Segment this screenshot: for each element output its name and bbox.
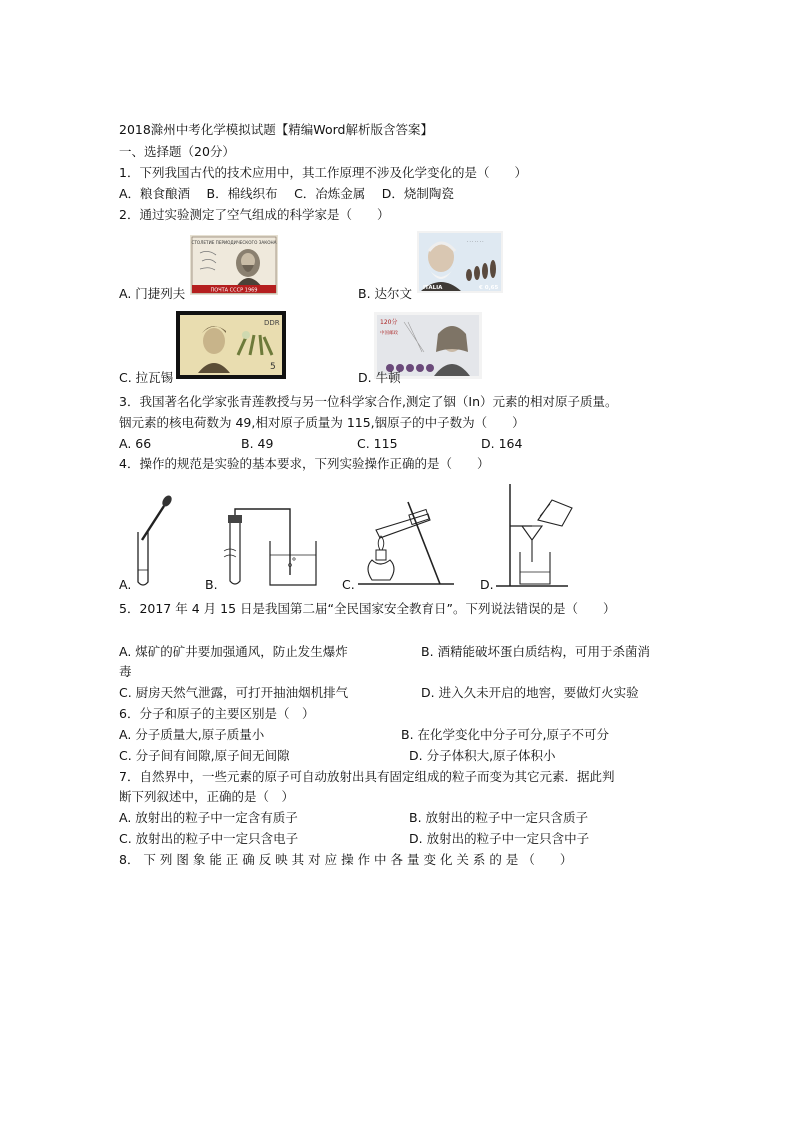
heating-test-tube-diagram	[352, 496, 460, 590]
question-2-option-b: B. 达尔文	[358, 286, 413, 301]
stamp-a-footer-text: ПОЧТА СССР 1969	[210, 287, 258, 294]
question-3-option-c: C. 115	[357, 436, 398, 451]
question-5-option-b: B. 酒精能破坏蛋白质结构，可用于杀菌消	[421, 644, 651, 659]
dropper-test-tube-diagram	[128, 492, 178, 592]
question-6-stem: 6．分子和原子的主要区别是（ ）	[119, 706, 315, 721]
question-3-option-b: B. 49	[241, 436, 274, 451]
newton-stamp-image	[374, 312, 482, 379]
question-2-option-c: C. 拉瓦锡	[119, 370, 174, 385]
question-7-line-2: 断下列叙述中，正确的是（ ）	[119, 789, 295, 804]
question-7-option-d: D. 放射出的粒子中一定只含中子	[409, 831, 590, 846]
stamp-c-country-text: DDR	[264, 319, 280, 327]
stamp-d-value-text: 120分	[380, 319, 398, 326]
section-heading: 一、选择题（20分）	[119, 144, 235, 159]
stamp-c-value-text: 5	[270, 362, 276, 372]
question-3-line-1: 3．我国著名化学家张青莲教授与另一位科学家合作,测定了铟（In）元素的相对原子质量。	[119, 394, 618, 409]
question-4-option-d: D.	[480, 577, 494, 592]
svg-text:· · · · · · ·: · · · · · · ·	[467, 239, 484, 244]
question-2-option-a: A. 门捷列夫	[119, 286, 186, 301]
question-6-option-a: A. 分子质量大,原子质量小	[119, 727, 265, 742]
question-4-stem: 4．操作的规范是实验的基本要求，下列实验操作正确的是（ ）	[119, 456, 490, 471]
question-2-stem: 2．通过实验测定了空气组成的科学家是（ ）	[119, 207, 390, 222]
lavoisier-stamp-image	[176, 311, 286, 379]
question-6-option-d: D. 分子体积大,原子体积小	[409, 748, 556, 763]
question-2-option-d: D. 牛顿	[358, 370, 401, 385]
question-5-option-a: A. 煤矿的矿井要加强通风，防止发生爆炸	[119, 644, 348, 659]
question-3-line-2: 铟元素的核电荷数为 49,相对原子质量为 115,铟原子的中子数为（ ）	[119, 415, 525, 430]
airtightness-check-diagram	[220, 505, 325, 589]
question-7-option-a: A. 放射出的粒子中一定含有质子	[119, 810, 298, 825]
question-7-line-1: 7．自然界中，一些元素的原子可自动放射出具有固定组成的粒子而变为其它元素．据此判	[119, 769, 615, 784]
question-1-stem: 1．下列我国古代的技术应用中，其工作原理不涉及化学变化的是（ ）	[119, 165, 527, 180]
question-7-option-c: C. 放射出的粒子中一定只含电子	[119, 831, 299, 846]
question-4-option-a: A.	[119, 577, 132, 592]
question-5-option-b-cont: 毒	[119, 664, 132, 679]
stamp-b-country-text: ITALIA	[423, 285, 443, 291]
question-4-option-c: C.	[342, 577, 355, 592]
stamp-d-country-text: 中国邮政	[380, 331, 398, 336]
document-title: 2018滁州中考化学模拟试题【精编Word解析版含答案】	[119, 122, 433, 137]
question-4-option-b: B.	[205, 577, 218, 592]
question-3-option-a: A. 66	[119, 436, 152, 451]
question-7-option-b: B. 放射出的粒子中一定只含质子	[409, 810, 589, 825]
question-8-stem: 8． 下 列 图 象 能 正 确 反 映 其 对 应 操 作 中 各 量 变 化 关 系 的 是 （ ）	[119, 852, 573, 867]
stamp-a-header-text: СТОЛЕТИЕ ПЕРИОДИЧЕСКОГО ЗАКОНА	[191, 240, 277, 245]
question-6-option-b: B. 在化学变化中分子可分,原子不可分	[401, 727, 609, 742]
darwin-stamp-image	[417, 231, 503, 293]
stamp-b-value-text: € 0,65	[479, 285, 499, 291]
question-5-option-c: C. 厨房天然气泄露，可打开抽油烟机排气	[119, 685, 349, 700]
question-6-option-c: C. 分子间有间隙,原子间无间隙	[119, 748, 290, 763]
question-5-stem: 5．2017 年 4 月 15 日是我国第二届“全民国家安全教育日”。下列说法错误的是（ ）	[119, 601, 616, 616]
question-5-option-d: D. 进入久未开启的地窖，要做灯火实验	[421, 685, 639, 700]
mendeleev-stamp-image	[190, 235, 278, 295]
filtration-diagram	[492, 480, 574, 590]
question-1-options: A．粮食酿酒 B．棉线织布 C．冶炼金属 D．烧制陶瓷	[119, 186, 454, 201]
question-3-option-d: D. 164	[481, 436, 523, 451]
